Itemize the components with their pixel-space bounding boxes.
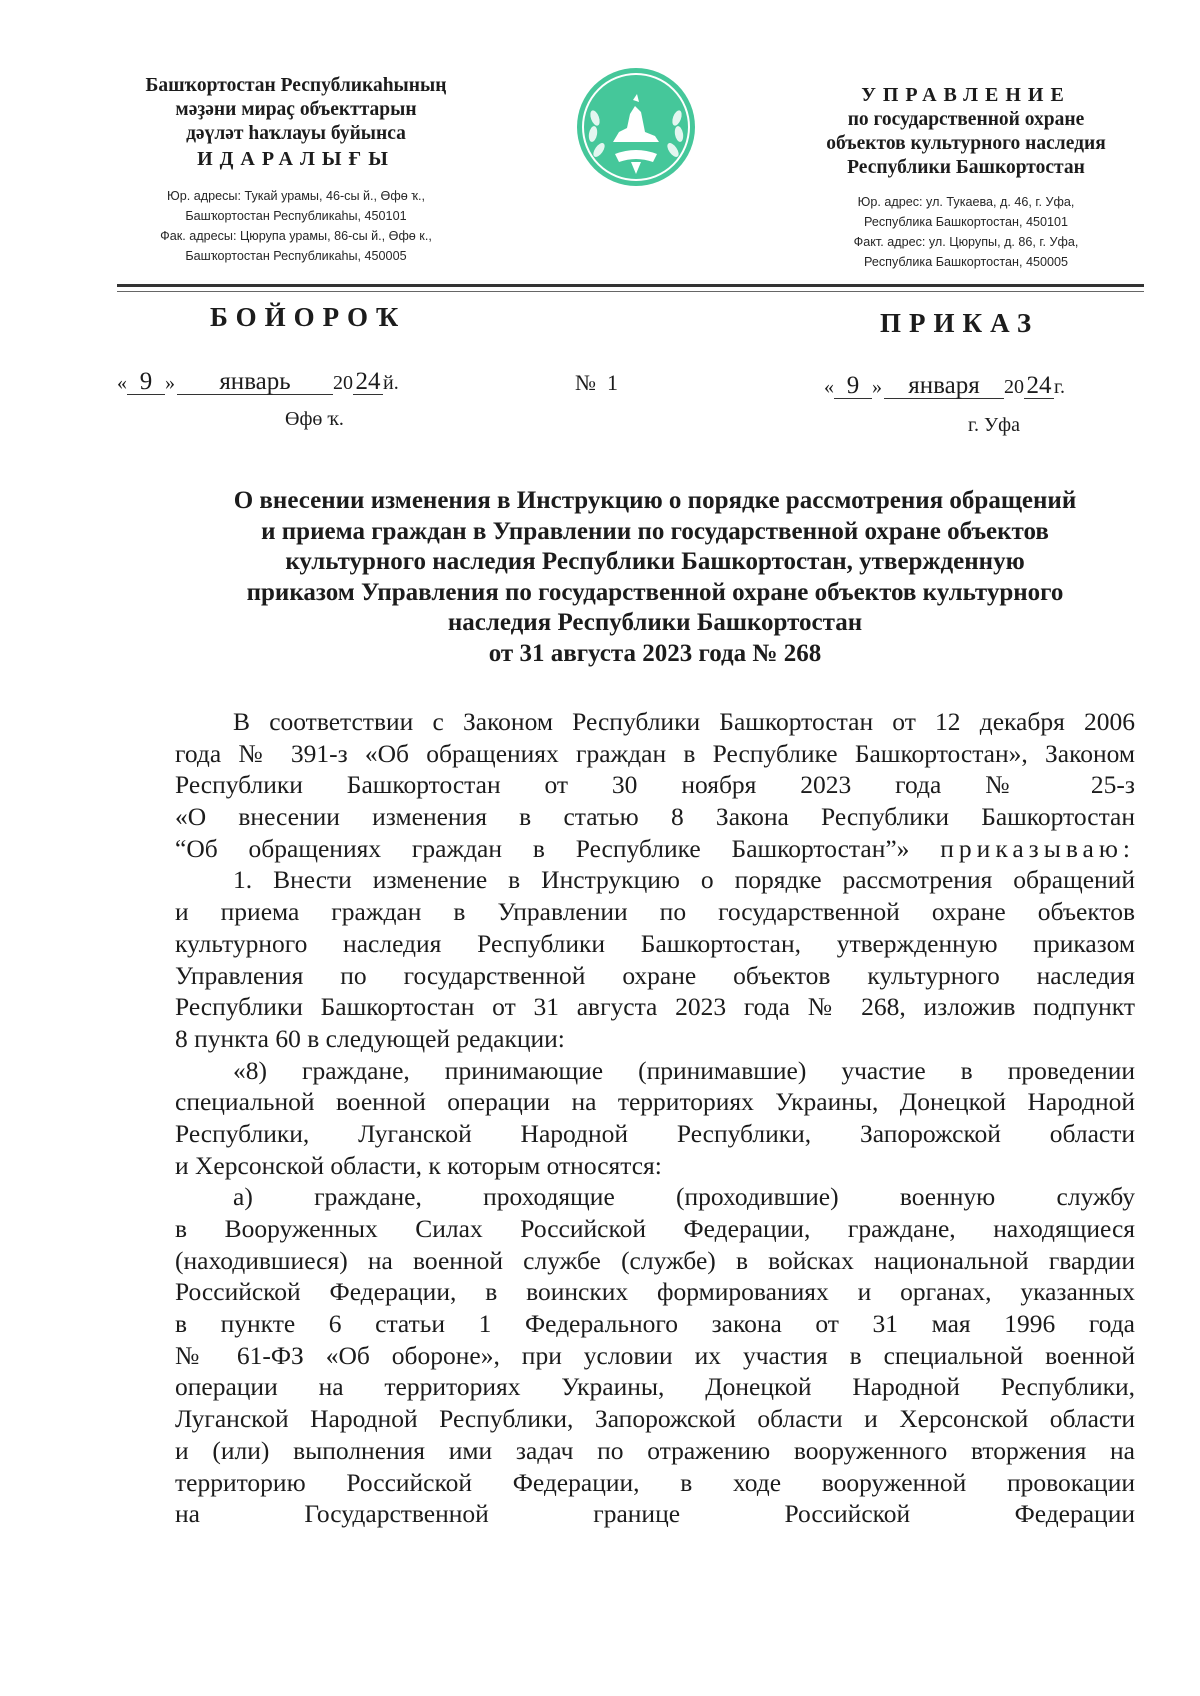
date-year-suffix: 24: [1024, 374, 1054, 399]
body-line: [175, 833, 1135, 865]
body-line: а) граждане, проходящие (проходившие) военную службу: [233, 1182, 1135, 1212]
address-line: Башҡортостан Республикаһы, 450101: [185, 209, 407, 223]
order-number: [575, 370, 618, 396]
quote-close: »: [872, 376, 882, 398]
title-line: приказом Управления по государственной охране объектов культурного: [246, 578, 1064, 606]
body-line: Республики, Луганской Народной Республики, Запорожской области: [175, 1118, 1135, 1148]
document-body: [175, 706, 1135, 1530]
number-value: 1: [607, 370, 618, 395]
quote-open: «: [824, 376, 834, 398]
address-line: Башҡортостан Республикаһы, 450005: [185, 249, 407, 263]
body-line: культурного наследия Республики Башкортостан, утвержденную приказом: [175, 928, 1135, 958]
body-line: на Государственной границе Российской Федерации: [175, 1499, 1135, 1529]
address-line: Фак. адресы: Цюрупа урамы, 86-сы й., Өфө к.,: [160, 229, 432, 243]
org-name-bashkir-line-4: ИДАРАЛЫҒЫ: [197, 148, 395, 170]
body-line: Управления по государственной охране объектов культурного наследия: [175, 960, 1135, 990]
date-year-unit: й.: [383, 372, 399, 394]
address-line: Республика Башкортостан, 450005: [863, 255, 1068, 269]
body-line: (находившиеся) на военной службе (службе) в войсках национальной гвардии: [175, 1245, 1135, 1275]
body-line: в пункте 6 статьи 1 Федерального закона от 31 мая 1996 года: [175, 1309, 1135, 1339]
title-line: наследия Республики Башкортостан: [447, 609, 863, 636]
quote-close: »: [165, 372, 175, 394]
body-line: специальной военной операции на территориях Украины, Донецкой Народной: [175, 1087, 1135, 1117]
date-year-prefix: 20: [333, 372, 353, 394]
date-bashkir: [117, 370, 399, 395]
title-line: О внесении изменения в Инструкцию о порядке рассмотрения обращений: [233, 487, 1077, 514]
body-line: в Вооруженных Силах Российской Федерации, граждане, находящиеся: [175, 1214, 1135, 1243]
address-russian: [790, 192, 1142, 272]
title-line: культурного наследия Республики Башкортостан, утвержденную: [285, 548, 1025, 575]
number-sign: №: [575, 370, 596, 395]
date-day: 9: [834, 374, 872, 399]
org-name-russian-line-2: по государственной охране: [847, 109, 1085, 130]
order-keyword: приказываю:: [940, 833, 1135, 863]
city-russian: г. Уфа: [968, 414, 1020, 436]
city-bashkir: Өфө ҡ.: [285, 408, 344, 430]
body-line: № 61-ФЗ «Об обороне», при условии их участия в специальной военной: [175, 1340, 1135, 1370]
date-year-unit: г.: [1054, 376, 1065, 398]
body-text: “Об обращениях граждан в Республике Башкортостан”»: [175, 833, 910, 863]
date-month: январь: [177, 370, 333, 395]
address-line: Факт. адрес: ул. Цюрупы, д. 86, г. Уфа,: [853, 235, 1079, 249]
address-line: Юр. адрес: ул. Тукаева, д. 46, г. Уфа,: [857, 195, 1075, 209]
body-line: и (или) выполнения ими задач по отражению вооруженного вторжения на: [175, 1435, 1135, 1465]
header-divider-thin: [117, 291, 1144, 292]
body-line: Российской Федерации, в воинских формированиях и органах, указанных: [175, 1277, 1135, 1307]
address-line: Юр. адресы: Тукай урамы, 46-сы й., Өфө ҡ.,: [167, 189, 425, 203]
body-line: Республики Башкортостан от 31 августа 2023 года № 268, изложив подпункт: [175, 992, 1135, 1022]
body-line: В соответствии с Законом Республики Башкортостан от 12 декабря 2006: [233, 707, 1135, 736]
address-bashkir: [110, 186, 482, 266]
body-line: 8 пункта 60 в следующей редакции:: [175, 1023, 565, 1053]
body-line: и приема граждан в Управлении по государственной охране объектов: [175, 897, 1135, 927]
document-title: [175, 486, 1135, 669]
date-year-prefix: 20: [1004, 376, 1024, 398]
date-year-suffix: 24: [353, 370, 383, 395]
body-line: года № 391-з «Об обращениях граждан в Республике Башкортостан», Законом: [175, 738, 1135, 768]
title-line: и приема граждан в Управлении по государственной охране объектов: [261, 517, 1049, 545]
org-name-bashkir-line-1: Башҡортостан Республикаһының: [145, 75, 447, 96]
body-line: «8) граждане, принимающие (принимавшие) участие в проведении: [233, 1055, 1135, 1085]
org-name-russian-line-3: объектов культурного наследия: [826, 133, 1106, 154]
doc-type-bashkir: БОЙОРОҠ: [210, 302, 407, 332]
quote-open: «: [117, 372, 127, 394]
body-line: Луганской Народной Республики, Запорожской области и Херсонской области: [175, 1404, 1135, 1434]
address-line: Республика Башкортостан, 450101: [863, 215, 1068, 229]
body-line: 1. Внести изменение в Инструкцию о порядке рассмотрения обращений: [233, 865, 1135, 895]
org-name-bashkir-line-2: мәҙәни мираҫ объекттарын: [175, 99, 417, 120]
body-line: Республики Башкортостан от 30 ноября 2023 года № 25-з: [175, 770, 1135, 800]
coat-of-arms-icon: [575, 66, 697, 188]
date-month: января: [884, 374, 1004, 399]
date-day: 9: [127, 370, 165, 395]
header-divider: [117, 284, 1144, 287]
body-line: «О внесении изменения в статью 8 Закона Республики Башкортостан: [175, 802, 1135, 832]
body-line: операции на территориях Украины, Донецкой Народной Республики,: [175, 1372, 1135, 1402]
header-right-block: [790, 82, 1142, 272]
org-name-russian-line-1: УПРАВЛЕНИЕ: [861, 84, 1071, 106]
header-left-block: [110, 74, 482, 266]
org-name-bashkir-line-3: дәүләт һаҡлауы буйынса: [186, 123, 406, 144]
org-name-russian-line-4: Республики Башкортостан: [847, 157, 1085, 178]
body-line: и Херсонской области, к которым относятся:: [175, 1150, 662, 1180]
body-line: территорию Российской Федерации, в ходе вооруженной провокации: [175, 1467, 1135, 1497]
doc-type-russian: ПРИКАЗ: [880, 308, 1040, 338]
date-russian: [824, 374, 1065, 399]
title-line: от 31 августа 2023 года № 268: [488, 639, 822, 667]
